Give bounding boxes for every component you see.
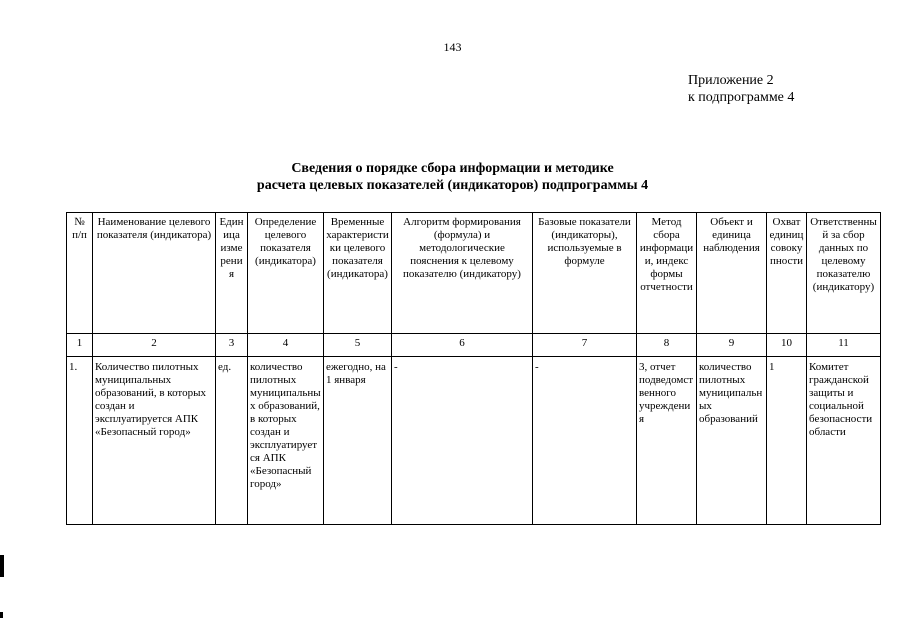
header-cell-coverage: Охват единиц совокупности [767, 213, 807, 334]
header-cell-responsible: Ответственный за сбор данных по целевому показателю (индикатору) [807, 213, 881, 334]
appendix-line-2: к подпрограмме 4 [688, 90, 795, 105]
column-number: 6 [392, 334, 533, 357]
table-header-row [67, 213, 881, 334]
indicator-name-cell: Количество пилотных муниципальных образований, в которых создан и эксплуатируется АПК «Безопасный город» [93, 357, 216, 525]
document-title-line-2: расчета целевых показателей (индикаторов) подпрограммы 4 [256, 178, 649, 193]
column-number: 5 [324, 334, 392, 357]
row-number-cell: 1. [67, 357, 93, 525]
header-cell-algorithm: Алгоритм формирования (формула) и методологические пояснения к целевому показателю (индикатору) [392, 213, 533, 334]
base-indicators-cell: - [533, 357, 637, 525]
column-numbers-row [67, 334, 881, 357]
header-cell-base: Базовые показатели (индикаторы), используемые в формуле [533, 213, 637, 334]
header-cell-method: Метод сбора информации, индекс формы отчетности [637, 213, 697, 334]
collection-method-cell: 3, отчет подведомственного учреждения [637, 357, 697, 525]
time-characteristics-cell: ежегодно, на 1 января [324, 357, 392, 525]
column-number: 10 [767, 334, 807, 357]
column-number: 11 [807, 334, 881, 357]
column-number: 9 [697, 334, 767, 357]
unit-cell: ед. [216, 357, 248, 525]
header-cell-num: № п/п [67, 213, 93, 334]
header-cell-time: Временные характеристики целевого показателя (индикатора) [324, 213, 392, 334]
column-number: 2 [93, 334, 216, 357]
scan-edge-mark [0, 555, 4, 577]
appendix-line-1: Приложение 2 [688, 73, 774, 88]
column-number: 8 [637, 334, 697, 357]
document-title-line-1: Сведения о порядке сбора информации и методике [291, 161, 614, 176]
responsible-cell: Комитет гражданской защиты и социальной безопасности области [807, 357, 881, 525]
scan-edge-mark [0, 612, 3, 618]
header-cell-object: Объект и единица наблюдения [697, 213, 767, 334]
page-number: 143 [443, 40, 462, 54]
column-number: 4 [248, 334, 324, 357]
document-title [0, 160, 905, 194]
observation-object-cell: количество пилотных муниципальных образований [697, 357, 767, 525]
header-cell-name: Наименование целевого показателя (индикатора) [93, 213, 216, 334]
column-number: 3 [216, 334, 248, 357]
header-cell-unit: Единица измерения [216, 213, 248, 334]
table-row [67, 357, 881, 525]
column-number: 1 [67, 334, 93, 357]
algorithm-cell: - [392, 357, 533, 525]
appendix-note [688, 72, 794, 106]
indicators-table [66, 212, 881, 525]
definition-cell: количество пилотных муниципальных образований, в которых создан и эксплуатируется АПК «Безопасный город» [248, 357, 324, 525]
column-number: 7 [533, 334, 637, 357]
coverage-cell: 1 [767, 357, 807, 525]
header-cell-definition: Определение целевого показателя (индикатора) [248, 213, 324, 334]
